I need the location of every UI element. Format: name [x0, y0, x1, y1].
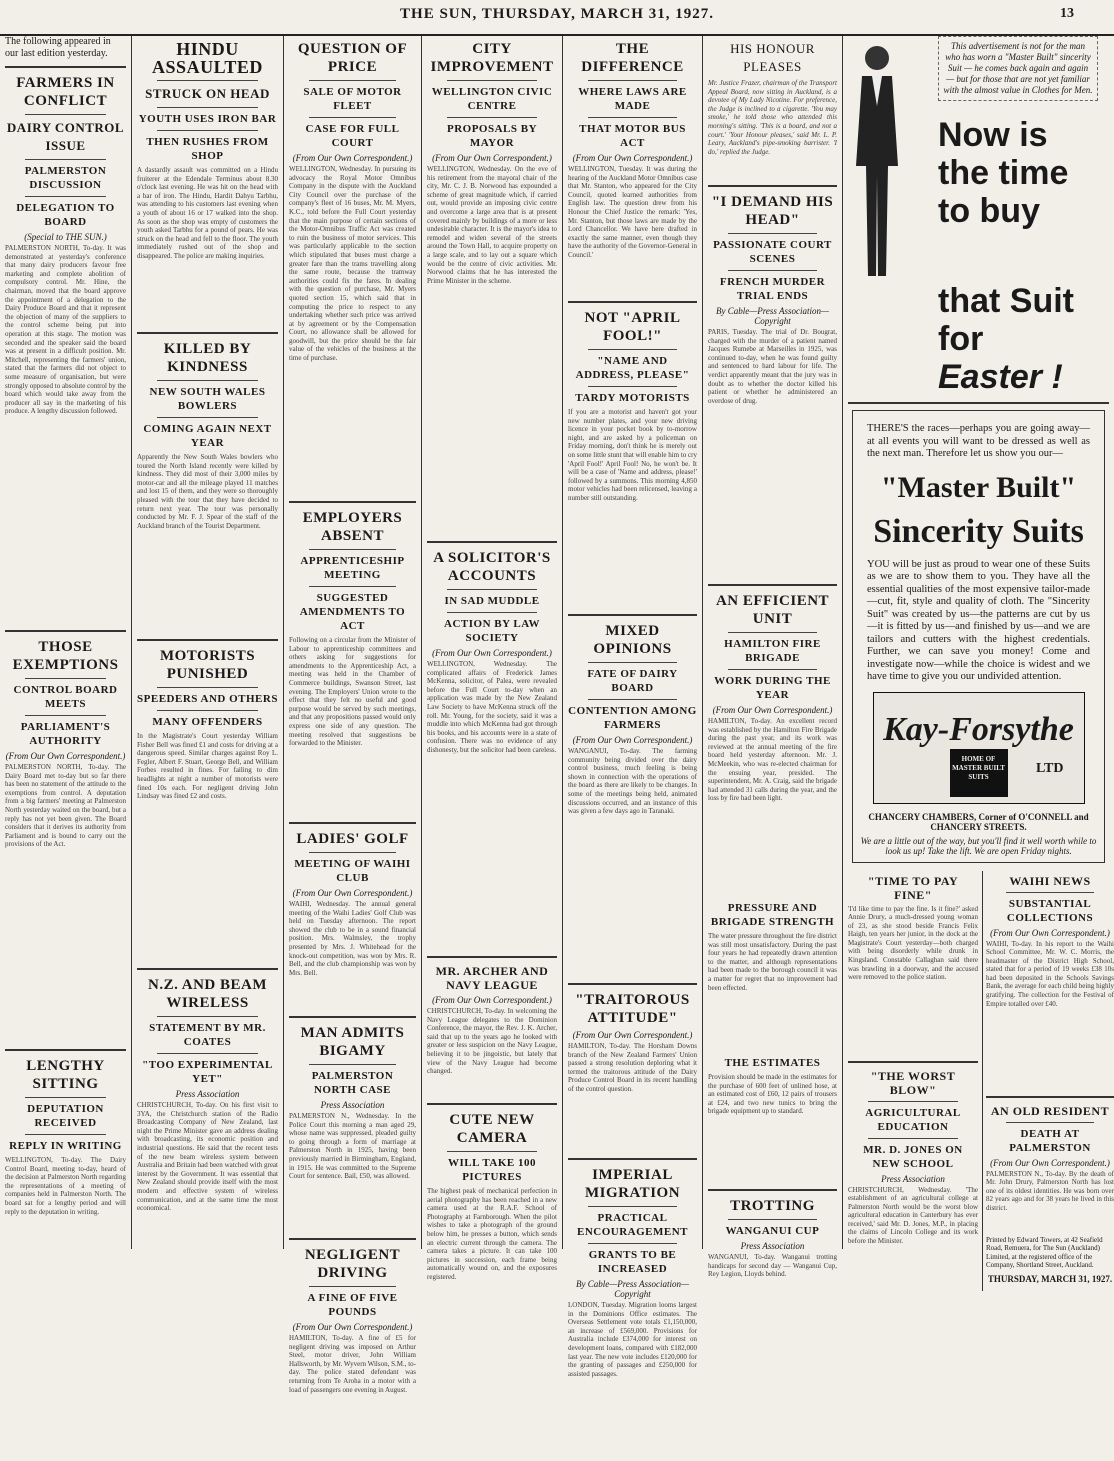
subheadline: FATE OF DAIRY BOARD	[587, 668, 678, 694]
article-body: PALMERSTON NORTH, To-day. The Dairy Board met to-day but so far there has been no statement of the attitude to the exemptions from control. A deputation from a big farmers' meeting at Palmerston North yesterday waited on the board, but a reply has not yet been given. The Board considers that it derives its authority from Parliament and is bound to carry out the provisions of the Act.	[5, 763, 126, 849]
dateline: (From Our Own Correspondent.)	[572, 1030, 693, 1040]
dateline: Press Association	[175, 1089, 240, 1099]
headline: MOTORISTS PUNISHED	[159, 648, 256, 682]
headline: A SOLICITOR'S ACCOUNTS	[433, 550, 551, 584]
ad-now-is-the-time	[848, 36, 1109, 286]
column-rule	[982, 871, 983, 1291]
column-3	[284, 36, 421, 1394]
dateline: (From Our Own Correspondent.)	[572, 153, 693, 163]
ad-line: for	[938, 320, 984, 358]
article-body: WAIHI, Wednesday. The annual general meeting of the Waihi Ladies' Golf Club was held on Tuesday afternoon. The report showed the club to be in a sound financial position. Mrs. Walmsley, the trophy presented by Mrs. J. Whitehead for the knock-out competition, was won by Mrs. R. Bell, and the club championship was won by Mrs. Bell.	[289, 900, 416, 977]
headline: MAN ADMITS BIGAMY	[300, 1025, 405, 1059]
article-body: CHRISTCHURCH, To-day. On his first visit to 3YA, the Christchurch station of the Radio Broadcasting Company of New Zealand, last night the Prime Minister gave an address dealing with broadcasting, its economic position and industrial questions. He said that the recent tests of the new beam wireless system between Australia and Britain had been watched with great interest by the Government. It was essential that New Zealand should provide itself with the most modern and effective system of wireless communication, and at the same time the most economical.	[137, 1101, 278, 1213]
headline: AN OLD RESIDENT	[990, 1103, 1110, 1118]
man-figure-icon	[842, 36, 912, 286]
ad-body: YOU will be just as proud to wear one of these Suits as we are to show them to you. They have all the essential qualities of the most expensive tailor-made—cut, fit, style and quality of cloth. The "Sincerity Suit" was created by us—the patterns are cut by us—it is fitted by us—and finished by us—and we are tailors and cutters with the highest credentials. Further, we can save you money! Come and investigate now—while the choice is widest and we have time to give you our undivided attention.	[867, 558, 1090, 682]
subheadline: REPLY IN WRITING	[9, 1140, 122, 1152]
subheadline: CONTROL BOARD MEETS	[13, 684, 118, 710]
imprint: Printed by Edward Towers, at 42 Seafield Road, Remuera, for The Sun (Auckland) Limited, at the registered office of the Company, Shortland Street, Auckland.	[986, 1235, 1103, 1269]
masthead-title: THE SUN, THURSDAY, MARCH 31, 1927.	[400, 6, 714, 22]
ad-blurb: This advertisement is not for the man who has worn a "Master Built" sincerity Suit — he comes back again and again — but for those that are not yet familiar with the almost value in Clothes for Men.	[938, 36, 1098, 101]
subheadline: WILL TAKE 100 PICTURES	[447, 1157, 536, 1183]
ad-intro: THERE'S the races—perhaps you are going away—at all events you will want to be dressed as well as the next man. Therefore let us show you our—	[867, 423, 1090, 459]
column-5	[563, 36, 702, 1378]
headline: EMPLOYERS ABSENT	[302, 510, 403, 544]
subheadline: "NAME AND ADDRESS, PLEASE"	[575, 355, 690, 381]
ad-line: to buy	[938, 192, 1040, 230]
headline: IMPERIAL MIGRATION	[584, 1167, 681, 1201]
subheadline: MEETING OF WAIHI CLUB	[294, 858, 411, 884]
article-body: CHRISTCHURCH, To-day. In welcoming the Navy League delegates to the Dominion Conference, the mayor, the Rev. J. K. Archer, said that up to the years ago he looked with greater or less suspicion on the Navy League, believing it to be jingoistic, but lately that view of the Navy League had become changed.	[427, 1007, 557, 1076]
news-subcolumn-left	[848, 871, 978, 1340]
subheadline: PASSIONATE COURT SCENES	[713, 239, 832, 265]
dateline: Press Association	[740, 1241, 805, 1251]
subheadline: SUGGESTED AMENDMENTS TO ACT	[299, 592, 406, 632]
headline: "THE WORST BLOW"	[870, 1068, 956, 1097]
column-6	[703, 36, 842, 1279]
dateline: By Cable—Press Association—Copyright	[716, 306, 829, 326]
article-body: WANGANUI, To-day. The farming community being divided over the dairy control business, much feeling is being shown in connection with the operations of the board as there are likely to be changes. In some of the meetings being held, animated discussions occurred, and an instance of this was given a few days ago in Taranaki.	[568, 747, 697, 816]
headline: NOT "APRIL FOOL!"	[584, 310, 681, 344]
dateline: (From Our Own Correspondent.)	[990, 1157, 1110, 1168]
subheadline: DEATH AT PALMERSTON	[1009, 1127, 1091, 1154]
article-body: The water pressure throughout the fire district was still most unsatisfactory. During the past four years he had repeatedly drawn attention to the matter, and although representations had been made to the borough council it was a matter for regret that no improvement had been effected.	[708, 932, 837, 992]
dateline: (Special to THE SUN.)	[24, 232, 107, 242]
headline: CUTE NEW CAMERA	[449, 1112, 535, 1146]
ad-address: CHANCERY CHAMBERS, Corner of O'CONNELL and CHANCERY STREETS.	[868, 811, 1089, 832]
ad-footer: We are a little out of the way, but you'll find it well worth while to look us up! Take the lift. We are open Friday nights.	[860, 835, 1097, 856]
dateline: (From Our Own Correspondent.)	[5, 751, 126, 761]
headline: WAIHI NEWS	[1009, 873, 1091, 888]
ad-headline-continued	[938, 282, 1109, 396]
headline: "I DEMAND HIS HEAD"	[711, 194, 834, 228]
article-body: Following on a circular from the Minister of Labour to apprenticeship committees and others asking for suggestions for amendments to the Apprenticeship Act, a meeting was held in the Chamber of Commerce buildings, Swanson Street, last evening. The Employers' Union wrote to the effect that they felt no useful and good purpose would be served by such meetings, and that any propositions passed would only express one side of any question. The meeting resolved that suggestions be forwarded to the Minister.	[289, 636, 416, 748]
subheadline: STRUCK ON HEAD	[145, 86, 270, 101]
article-body: LONDON, Tuesday. Migration looms largest in the Dominions Office estimates. The Overseas Settlement vote totals £1,150,000, an increase of £569,000. Provisions for Australia include £374,000 for interest on development loans, compared with £182,000 last year. The new vote includes £120,000 for the granting of passages and £250,000 for assisted passages.	[568, 1301, 697, 1378]
article-body: HAMILTON, To-day. A fine of £5 for negligent driving was imposed on Arthur Steel, motor driver, John William Hallsworth, by Mr. Wyvern Wilson, S.M., to-day. The police stated defendant was returning from Te Aroha in a motor with a load of passengers one evening in August.	[289, 1334, 416, 1394]
article-body: WELLINGTON, To-day. The Dairy Control Board, meeting to-day, heard of the decision at Palmerston North regarding the representations of a meeting of companies held in Palmerston North. The board sat for a lengthy period and will reply to the deputation in writing.	[5, 1156, 126, 1216]
subheadline: PRACTICAL ENCOURAGEMENT	[576, 1212, 688, 1238]
headline: HINDU ASSAULTED	[152, 39, 263, 77]
article-body: WANGANUI, To-day. Wanganui trotting handicaps for second day — Wanganui Cup, Rey Legion, Lloyds behind.	[708, 1253, 837, 1279]
article-body: If you are a motorist and haven't got your new number plates, and your new driving licence in your pocket book by to-morrow night, and are asked by a policeman on Friday morning, don't think he is merely out on some little stunt that will enable him to cry 'April Fool!' April Fool! No, he won't be. It will be a case of 'Name and address, please!' followed by a summons. This morning 4,850 motor vehicles had been relicensed, leaving a number still outstanding.	[568, 408, 697, 502]
dateline: Press Association	[320, 1100, 385, 1110]
man-figure-illustration	[842, 36, 912, 291]
subheadline: WANGANUI CUP	[725, 1225, 820, 1237]
subheadline: MR. D. JONES ON NEW SCHOOL	[863, 1143, 963, 1170]
subheadline: WORK DURING THE YEAR	[714, 675, 831, 701]
article-body: 'I'd like time to pay the fine. Is it fine?' asked Annie Drury, a much-dressed young woman of 23, as she stood beside Francis Felix Haigh, ten years her junior, in the dock at the Magistrate's Court yesterday—both charged with being disorderly while drunk in Kingsland. Constable Callaghan said there was brawling in a doorway, and the accused were removed to the police station.	[848, 904, 978, 982]
dateline: (From Our Own Correspondent.)	[432, 995, 552, 1005]
headline: TROTTING	[730, 1198, 815, 1214]
article-body: In the Magistrate's Court yesterday William Fisher Bell was fined £1 and costs for driving at a dangerous speed. Similar charges against Roy L. Fegler, Albert F. Stuart, George Bell, and William Forbes resulted in fines. For failing to dim headlights at night a number of motorists were fined 10s each. For negligent driving John Lindsay was fined £2 and costs.	[137, 732, 278, 801]
headline: NEGLIGENT DRIVING	[304, 1247, 401, 1281]
headline: THE DIFFERENCE	[581, 41, 684, 75]
column-7	[843, 36, 1114, 1284]
dateline: (From Our Own Correspondent.)	[292, 888, 413, 898]
column-2	[132, 36, 283, 1249]
headline: FARMERS IN CONFLICT	[16, 75, 115, 109]
subheadline: HAMILTON FIRE BRIGADE	[724, 638, 821, 664]
article-body: Provision should be made in the estimates for the purchase of 600 feet of unlined hose, at an estimated cost of £60, 12 pairs of trousers at £24, and two new tunics to bring the brigade equipment up to standard.	[708, 1073, 837, 1116]
dateline: (From Our Own Correspondent.)	[432, 648, 552, 658]
subheadline: DAIRY CONTROL ISSUE	[6, 120, 125, 153]
headline: "TRAITOROUS ATTITUDE"	[575, 992, 690, 1026]
headline: N.Z. AND BEAM WIRELESS	[147, 977, 267, 1011]
headline: KILLED BY KINDNESS	[163, 341, 252, 375]
dateline: (From Our Own Correspondent.)	[990, 927, 1110, 938]
ad-line: that Suit	[938, 282, 1074, 320]
section-subhead: PRESSURE AND BRIGADE STRENGTH	[710, 902, 835, 928]
article-body: The highest peak of mechanical perfection in aerial photography has been reached in a new camera used at the R.A.F. School of Photography at Farnborough. When the pilot wishes to take a photograph of the ground below him, he presses a button, which sends an electric current through the camera. The camera takes a picture. It can take 100 pictures in succession, each frame being automatically wound on, and the exposures registered.	[427, 1187, 557, 1281]
kay-forsythe-logo	[873, 692, 1085, 804]
article-body: Mr. Justice Frazer, chairman of the Transport Appeal Board, now sitting in Auckland, is a devotee of My Lady Nicotine. For preference, the Judge is inclined to a cigarette. 'You may smoke,' he told those who attended this morning's sitting. 'This is a board, and not a court.' 'Your Honour pleases,' said Mr. L. P. Leary, Auckland's pipe-smoking barrister. 'I do,' replied the Judge.	[708, 79, 837, 156]
subheadline: FRENCH MURDER TRIAL ENDS	[719, 276, 826, 302]
subheadline: SUBSTANTIAL COLLECTIONS	[1006, 897, 1094, 924]
headline: LENGTHY SITTING	[26, 1058, 105, 1092]
logo-ltd: LTD	[1035, 760, 1064, 776]
subheadline: CONTENTION AMONG FARMERS	[568, 705, 697, 731]
article-body: WELLINGTON, Wednesday. The complicated affairs of Frederick James McKenna, solicitor, of Palea, were revealed before the Full Court to-day when an application was made by the New Zealand Law Society to have McKenna struck off the roll. Mr. Young, for the society, said it was a muddle into which McKenna had got through his books, and his accounts were in a state of confusion. There was no evidence of any dishonesty, but the solicitor had been careless.	[427, 660, 557, 754]
dateline: (From Our Own Correspondent.)	[292, 1322, 413, 1332]
subheadline: PALMERSTON NORTH CASE	[311, 1070, 394, 1096]
subheadline: IN SAD MUDDLE	[444, 595, 540, 607]
article-body: HAMILTON, To-day. An excellent record was established by the Hamilton Fire Brigade during the past year, and its work was reviewed at the annual meeting of the fire board held yesterday afternoon. Mr. J. McMeekin, who was re-elected chairman for the ensuing year, presided. The superintendent, Mr. A. Craig, said the brigade had attended 31 calls during the year, and the loss by fire had been light.	[708, 717, 837, 803]
article-body: WELLINGTON, Tuesday. It was during the hearing of the Auckland Motor Omnibus case that Mr. Stanton, who appeared for the City Council, quoted learned authorities from English law. The question drew from his Honour the Chief Justice the remark: 'Yes, Mr. Stanton, but those laws are made by the Lord Chancellor. We have here drafted in exactly the same manner, even though they have the authority of the Governor-General in Council.'	[568, 165, 697, 259]
subheadline: APPRENTICESHIP MEETING	[300, 555, 405, 581]
subheadline: CASE FOR FULL COURT	[305, 123, 400, 149]
subheadline: YOUTH USES IRON BAR	[138, 113, 277, 125]
logo-name: Kay-Forsythe	[883, 710, 1074, 748]
dateline: (From Our Own Correspondent.)	[432, 153, 552, 163]
headline: LADIES' GOLF	[296, 831, 409, 847]
subheadline: NEW SOUTH WALES BOWLERS	[149, 386, 266, 412]
dateline: Press Association	[881, 1173, 945, 1184]
article-body: PALMERSTON N., Wednesday. In the Police Court this morning a man aged 29, whose name was suppressed, pleaded guilty to going through a form of marriage at Palmerston North in 1925, having been previously married in Birmingham, England, in 1915. He was committed to the Supreme Court for sentence. Bail, £50, was allowed.	[289, 1112, 416, 1181]
subheadline: WHERE LAWS ARE MADE	[578, 86, 687, 112]
subheadline: DELEGATION TO BOARD	[16, 202, 115, 228]
page-number: 13	[1060, 6, 1074, 21]
masthead	[0, 0, 1114, 36]
dateline: (From Our Own Correspondent.)	[572, 735, 693, 745]
article-body: PALMERSTON NORTH, To-day. It was demonstrated at yesterday's conference that many dairy producers favour free marketing and complete abolition of compulsory control. Mr. Hine, the chairman, moved that the board approve the appointment of a delegation to the Dairy Produce Board and that it represent the objection of many of the suppliers to the control scheme being put into operation at this stage. The motion was seconded and the speaker said the board was at present in a difficult position. Mr. Mitchell, representing the farmers' union, stated that the farmers did not object to some measure of organisation, but were strongly opposed to absolute control by the board which would take away from the producer all say in the marketing of his produce. A lengthy discussion followed.	[5, 244, 126, 416]
news-subcolumn-right	[986, 871, 1114, 1284]
headline: CITY IMPROVEMENT	[430, 41, 554, 75]
subheadline: "TOO EXPERIMENTAL YET"	[142, 1059, 273, 1085]
subheadline: WELLINGTON CIVIC CENTRE	[431, 86, 553, 112]
article-body: WAIHI, To-day. In his report to the Waihi School Committee, Mr. W. C. Morris, the headmaster of the District High School, stated that for a period of 19 weeks £38 10s had been deposited in the Schools Savings Bank, the average for each child being highly gratifying. The collection for the Festival of Empire totalled over £40.	[986, 939, 1114, 1008]
column-4	[422, 36, 562, 1281]
article-body: WELLINGTON, Wednesday. In pursuing its advocacy the Royal Motor Omnibus Company in the dispute with the Auckland City Council over the purchase of the company's fleet of 16 buses, Mr. M. Myers, K.C., told before the Full Court yesterday that the main purpose of certain sections of the Motor-Omnibus Traffic Act was created to ruin the business of motor services. This was particularly applicable to the section which stipulated that buses must charge a greater fare than the trams travelling along the same route, because the tramway authorities could fix the fares. In dealing with the question of purchase, Mr. Myers quoted section 15, which said that in computing the price to respect to any undertaking whether such price was arrived at by agreement or by the Compensation Court, no allowance shall be allowed for goodwill, but the price should be the fair value of the vehicles of the business at the time of purchase.	[289, 165, 416, 363]
subheadline: TARDY MOTORISTS	[575, 392, 690, 404]
article-body: A dastardly assault was committed on a Hindu fruiterer at the Edendale Terminus about 8.30 o'clock last evening. He was hit on the head with a bar of iron. The Hindu, Hardit Dahyu Tarbhu, was attending to his customers last evening when a youth of about 16 or 17 walked into the shop. As soon as the shop was empty of customers the youth asked Tarbhu for a pound of pears. He was struck on the head and fell to the floor. The youth immediately rushed out of the shop and disappeared. The police are making inquiries.	[137, 166, 278, 260]
logo-badge: HOME OF MASTER BUILT SUITS	[950, 749, 1008, 797]
ad-line: the time	[938, 154, 1069, 192]
headline: HIS HONOUR PLEASES	[730, 41, 815, 74]
dateline: (From Our Own Correspondent.)	[712, 705, 833, 715]
headline: THOSE EXEMPTIONS	[12, 639, 119, 673]
ad-title: "Master Built"	[880, 470, 1077, 504]
ad-title: Sincerity Suits	[873, 512, 1084, 550]
article-body: HAMILTON, To-day. The Horsham Downs branch of the New Zealand Farmers' Union passed a strong resolution deploring what it termed the traitorous attitude of the Dairy Produce Control Board in its recent handling of the control question.	[568, 1042, 697, 1093]
footer-date: THURSDAY, MARCH 31, 1927.	[987, 1273, 1113, 1284]
article-body: Apparently the New South Wales bowlers who toured the North Island recently were killed by kindness. They did most of their 3,000 miles by motor-car and all the mileage played 11 matches and lost 15 of them, and they were so thoroughly pleased with the tour that they have decided to return next year. The tour was personally conducted by Mr. F. J. Spear of the staff of the Auckland branch of the Tourist Department.	[137, 453, 278, 530]
headline: MR. ARCHER AND NAVY LEAGUE	[435, 964, 549, 992]
ad-headline	[938, 116, 1068, 230]
subheadline: GRANTS TO BE INCREASED	[588, 1249, 677, 1275]
subheadline: PALMERSTON DISCUSSION	[24, 165, 107, 191]
headline: AN EFFICIENT UNIT	[715, 593, 830, 627]
subheadline: STATEMENT BY MR. COATES	[149, 1022, 266, 1048]
subheadline: AGRICULTURAL EDUCATION	[865, 1106, 961, 1133]
article-body: CHRISTCHURCH, Wednesday. 'The establishment of an agricultural college at Palmerston North would be the worst blow agricultural education in Canterbury has ever received,' said Mr. D. Jones, M.P., in placing the claims of Lincoln College and its work before the Minister.	[848, 1185, 978, 1246]
subheadline: SALE OF MOTOR FLEET	[303, 86, 402, 112]
ad-line: Now is	[938, 116, 1048, 154]
ad-line: Easter !	[938, 358, 1063, 396]
subheadline: PROPOSALS BY MAYOR	[446, 123, 538, 149]
article-body: PALMERSTON N., To-day. By the death of Mr. John Drury, Palmerston North has lost one of its oldest identities. He was born over 82 years ago and for 38 years he lived in this district.	[986, 1169, 1114, 1212]
column-1	[0, 36, 131, 1249]
headline: "TIME TO PAY FINE"	[867, 873, 959, 902]
subheadline: THAT MOTOR BUS ACT	[579, 123, 686, 149]
bottom-news	[848, 871, 1114, 1291]
headline: MIXED OPINIONS	[593, 623, 672, 657]
dateline: (From Our Own Correspondent.)	[292, 153, 413, 163]
subheadline: MANY OFFENDERS	[152, 716, 263, 728]
subheadline: ACTION BY LAW SOCIETY	[444, 618, 540, 644]
subheadline: A FINE OF FIVE POUNDS	[307, 1292, 398, 1318]
subheadline: SPEEDERS AND OTHERS	[137, 693, 278, 705]
subheadline: DEPUTATION RECEIVED	[27, 1103, 104, 1129]
intro-note: The following appeared in our last edition yesterday.	[5, 36, 111, 59]
ad-master-built	[852, 410, 1105, 863]
article-body: PARIS, Tuesday. The trial of Dr. Bougrat, charged with the murder of a patient named Jacques Rumebe at Marseilles in 1925, was continued to-day, when he was found guilty and sentenced to hard labour for life. The verdict apparently meant that the jury was in doubt as to whether the doctor killed his patient or whether he administered an overdose of drug.	[708, 328, 837, 405]
article-body: WELLINGTON, Wednesday. On the eve of his retirement from the mayoral chair of the city, Mr. C. J. B. Norwood has expounded a scheme of great magnitude which, if carried out, would provide an imposing civic centre and overcome a large area that is at present covered mainly by buildings of a more or less undesirable character. It is the mayor's idea to remodel and widen several of the streets around the Town Hall, to acquire property on a large scale, and to lay out a square which would be the centre of civic activities. Mr. Norwood claims that he has interested the Prime Minister in the scheme.	[427, 165, 557, 285]
subheadline: PARLIAMENT'S AUTHORITY	[20, 721, 111, 747]
dateline: By Cable—Press Association—Copyright	[576, 1279, 689, 1299]
section-subhead: THE ESTIMATES	[724, 1057, 821, 1069]
subheadline: COMING AGAIN NEXT YEAR	[143, 423, 272, 449]
subheadline: THEN RUSHES FROM SHOP	[146, 136, 269, 162]
headline: QUESTION OF PRICE	[297, 41, 408, 75]
